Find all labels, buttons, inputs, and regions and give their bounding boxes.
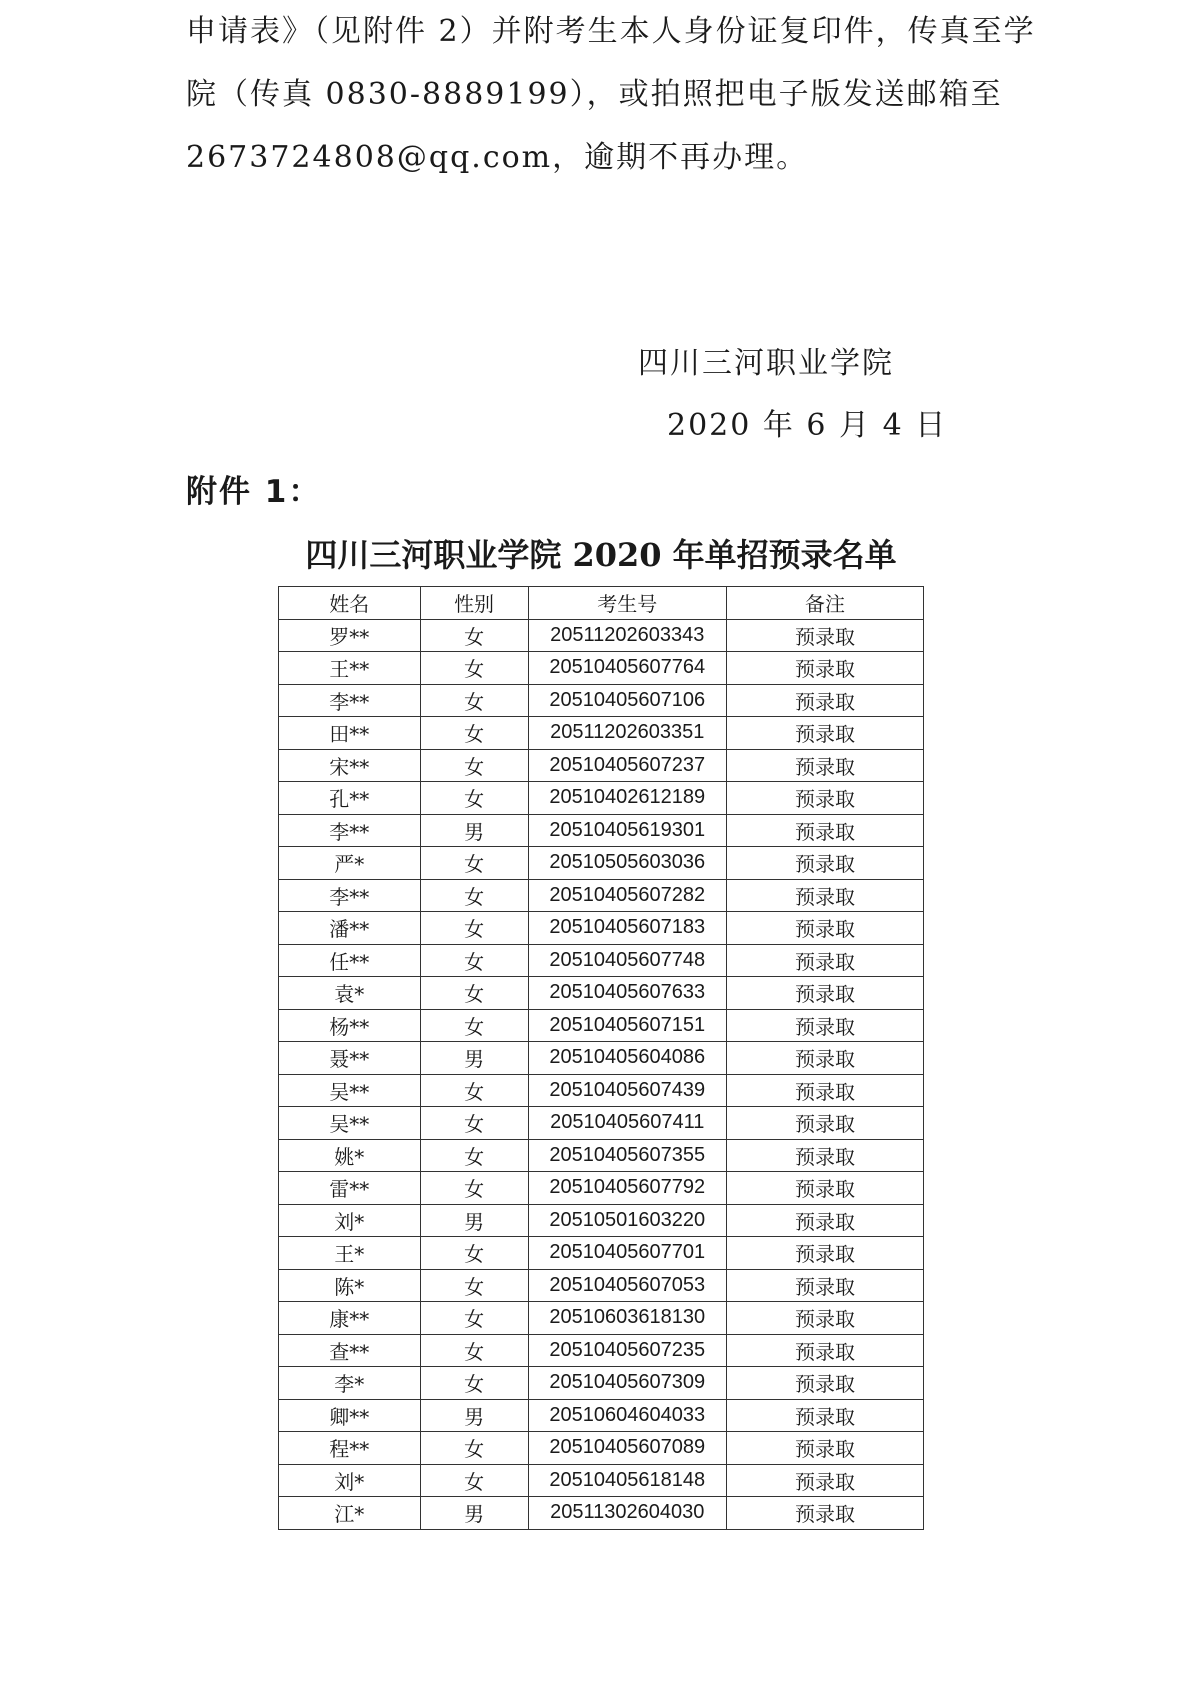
- table-body: [279, 619, 924, 1529]
- name-cell: 李**: [279, 814, 421, 847]
- table-row: [279, 749, 924, 782]
- exam-id-cell: 20510402612189: [528, 782, 727, 815]
- table-row: [279, 1399, 924, 1432]
- gender-cell: 男: [420, 1204, 528, 1237]
- exam-id-cell: 20510405607235: [528, 1334, 727, 1367]
- table-row: [279, 1302, 924, 1335]
- gender-cell: 男: [420, 814, 528, 847]
- table-header-row: [279, 587, 924, 620]
- exam-id-cell: 20510405607355: [528, 1139, 727, 1172]
- signature-organization: 四川三河职业学院: [638, 346, 894, 381]
- paragraph-line: 2673724808@qq.com，逾期不再办理。: [186, 140, 809, 175]
- note-cell: 预录取: [727, 619, 924, 652]
- note-cell: 预录取: [727, 1107, 924, 1140]
- note-cell: 预录取: [727, 944, 924, 977]
- exam-id-cell: 20510603618130: [528, 1302, 727, 1335]
- gender-cell: 男: [420, 1497, 528, 1530]
- table-row: [279, 1009, 924, 1042]
- attachment-label: 附件 1：: [186, 474, 322, 510]
- exam-id-cell: 20510405607439: [528, 1074, 727, 1107]
- note-cell: 预录取: [727, 1399, 924, 1432]
- note-cell: 预录取: [727, 1464, 924, 1497]
- gender-cell: 女: [420, 912, 528, 945]
- table-row: [279, 684, 924, 717]
- name-cell: 潘**: [279, 912, 421, 945]
- exam-id-cell: 20510405607151: [528, 1009, 727, 1042]
- gender-cell: 男: [420, 1042, 528, 1075]
- name-cell: 查**: [279, 1334, 421, 1367]
- name-cell: 杨**: [279, 1009, 421, 1042]
- name-cell: 卿**: [279, 1399, 421, 1432]
- gender-cell: 女: [420, 619, 528, 652]
- gender-cell: 女: [420, 749, 528, 782]
- gender-cell: 女: [420, 717, 528, 750]
- exam-id-cell: 20510405604086: [528, 1042, 727, 1075]
- exam-id-cell: 20510405607282: [528, 879, 727, 912]
- name-cell: 王**: [279, 652, 421, 685]
- note-cell: 预录取: [727, 1139, 924, 1172]
- gender-cell: 女: [420, 847, 528, 880]
- note-cell: 预录取: [727, 847, 924, 880]
- admission-table: [278, 586, 924, 1530]
- name-cell: 刘*: [279, 1464, 421, 1497]
- table-row: [279, 1204, 924, 1237]
- gender-cell: 女: [420, 1172, 528, 1205]
- exam-id-cell: 20510405607237: [528, 749, 727, 782]
- table-row: [279, 879, 924, 912]
- note-cell: 预录取: [727, 1302, 924, 1335]
- column-header-gender: 性别: [420, 587, 528, 620]
- table-row: [279, 1367, 924, 1400]
- gender-cell: 女: [420, 1107, 528, 1140]
- gender-cell: 女: [420, 1237, 528, 1270]
- table-row: [279, 912, 924, 945]
- gender-cell: 女: [420, 1464, 528, 1497]
- note-cell: 预录取: [727, 1204, 924, 1237]
- note-cell: 预录取: [727, 879, 924, 912]
- note-cell: 预录取: [727, 652, 924, 685]
- table-row: [279, 782, 924, 815]
- paragraph-line: 申请表》（见附件 2）并附考生本人身份证复印件，传真至学: [186, 14, 1036, 49]
- table-row: [279, 1237, 924, 1270]
- exam-id-cell: 20510405618148: [528, 1464, 727, 1497]
- gender-cell: 女: [420, 1334, 528, 1367]
- table-row: [279, 977, 924, 1010]
- note-cell: 预录取: [727, 749, 924, 782]
- exam-id-cell: 20510405607633: [528, 977, 727, 1010]
- exam-id-cell: 20510405607764: [528, 652, 727, 685]
- exam-id-cell: 20511202603343: [528, 619, 727, 652]
- note-cell: 预录取: [727, 912, 924, 945]
- column-header-exam-id: 考生号: [528, 587, 727, 620]
- paragraph-line: 院（传真 0830-8889199），或拍照把电子版发送邮箱至: [186, 77, 1003, 112]
- exam-id-cell: 20510405607411: [528, 1107, 727, 1140]
- note-cell: 预录取: [727, 782, 924, 815]
- table-row: [279, 1172, 924, 1205]
- gender-cell: 女: [420, 1432, 528, 1465]
- table-row: [279, 619, 924, 652]
- exam-id-cell: 20510505603036: [528, 847, 727, 880]
- note-cell: 预录取: [727, 1269, 924, 1302]
- gender-cell: 女: [420, 977, 528, 1010]
- name-cell: 姚*: [279, 1139, 421, 1172]
- name-cell: 李*: [279, 1367, 421, 1400]
- gender-cell: 女: [420, 1302, 528, 1335]
- name-cell: 袁*: [279, 977, 421, 1010]
- gender-cell: 女: [420, 944, 528, 977]
- table-row: [279, 814, 924, 847]
- table-row: [279, 1432, 924, 1465]
- name-cell: 刘*: [279, 1204, 421, 1237]
- table-row: [279, 652, 924, 685]
- name-cell: 吴**: [279, 1074, 421, 1107]
- note-cell: 预录取: [727, 684, 924, 717]
- table-row: [279, 1497, 924, 1530]
- exam-id-cell: 20510405607053: [528, 1269, 727, 1302]
- note-cell: 预录取: [727, 1172, 924, 1205]
- note-cell: 预录取: [727, 1237, 924, 1270]
- table-row: [279, 717, 924, 750]
- exam-id-cell: 20510405607106: [528, 684, 727, 717]
- exam-id-cell: 20510405607089: [528, 1432, 727, 1465]
- table-row: [279, 1042, 924, 1075]
- gender-cell: 女: [420, 652, 528, 685]
- gender-cell: 女: [420, 1074, 528, 1107]
- exam-id-cell: 20510405607309: [528, 1367, 727, 1400]
- note-cell: 预录取: [727, 1042, 924, 1075]
- name-cell: 江*: [279, 1497, 421, 1530]
- name-cell: 吴**: [279, 1107, 421, 1140]
- name-cell: 严*: [279, 847, 421, 880]
- table-row: [279, 1269, 924, 1302]
- name-cell: 王*: [279, 1237, 421, 1270]
- name-cell: 陈*: [279, 1269, 421, 1302]
- gender-cell: 女: [420, 1269, 528, 1302]
- exam-id-cell: 20510405607183: [528, 912, 727, 945]
- exam-id-cell: 20511302604030: [528, 1497, 727, 1530]
- note-cell: 预录取: [727, 1009, 924, 1042]
- exam-id-cell: 20510405607792: [528, 1172, 727, 1205]
- note-cell: 预录取: [727, 1367, 924, 1400]
- note-cell: 预录取: [727, 814, 924, 847]
- signature-date: 2020 年 6 月 4 日: [667, 408, 948, 443]
- exam-id-cell: 20510405607748: [528, 944, 727, 977]
- name-cell: 宋**: [279, 749, 421, 782]
- name-cell: 孔**: [279, 782, 421, 815]
- note-cell: 预录取: [727, 717, 924, 750]
- gender-cell: 女: [420, 1367, 528, 1400]
- exam-id-cell: 20510405607701: [528, 1237, 727, 1270]
- gender-cell: 女: [420, 684, 528, 717]
- table-row: [279, 1464, 924, 1497]
- note-cell: 预录取: [727, 1334, 924, 1367]
- note-cell: 预录取: [727, 1432, 924, 1465]
- name-cell: 程**: [279, 1432, 421, 1465]
- gender-cell: 男: [420, 1399, 528, 1432]
- note-cell: 预录取: [727, 1074, 924, 1107]
- name-cell: 田**: [279, 717, 421, 750]
- gender-cell: 女: [420, 879, 528, 912]
- exam-id-cell: 20510501603220: [528, 1204, 727, 1237]
- gender-cell: 女: [420, 1009, 528, 1042]
- exam-id-cell: 20511202603351: [528, 717, 727, 750]
- name-cell: 雷**: [279, 1172, 421, 1205]
- table-row: [279, 944, 924, 977]
- exam-id-cell: 20510604604033: [528, 1399, 727, 1432]
- name-cell: 李**: [279, 684, 421, 717]
- body-paragraph: [186, 0, 1036, 189]
- table-row: [279, 1107, 924, 1140]
- table-row: [279, 1139, 924, 1172]
- name-cell: 李**: [279, 879, 421, 912]
- name-cell: 康**: [279, 1302, 421, 1335]
- table-row: [279, 1074, 924, 1107]
- list-title: 四川三河职业学院 2020 年单招预录名单: [305, 536, 897, 574]
- gender-cell: 女: [420, 1139, 528, 1172]
- note-cell: 预录取: [727, 1497, 924, 1530]
- column-header-name: 姓名: [279, 587, 421, 620]
- exam-id-cell: 20510405619301: [528, 814, 727, 847]
- name-cell: 任**: [279, 944, 421, 977]
- note-cell: 预录取: [727, 977, 924, 1010]
- name-cell: 罗**: [279, 619, 421, 652]
- name-cell: 聂**: [279, 1042, 421, 1075]
- table-row: [279, 1334, 924, 1367]
- gender-cell: 女: [420, 782, 528, 815]
- table-row: [279, 847, 924, 880]
- column-header-note: 备注: [727, 587, 924, 620]
